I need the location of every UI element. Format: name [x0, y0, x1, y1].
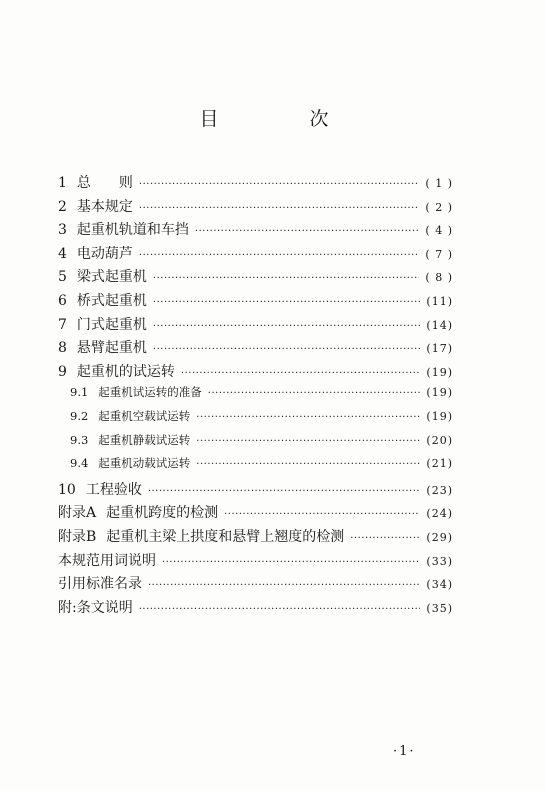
toc-page-number: (17) — [426, 342, 453, 356]
toc-entry[interactable] — [58, 573, 453, 597]
toc-number: 5 — [58, 269, 67, 286]
toc-number: 9.2 — [70, 408, 89, 423]
toc-entry[interactable] — [58, 314, 453, 338]
toc-entry[interactable] — [58, 290, 453, 314]
toc-label: 总 则 — [76, 175, 133, 191]
toc-label: 基本规定 — [76, 198, 133, 215]
toc-number: 10 — [58, 481, 76, 498]
toc-number: 4 — [58, 245, 67, 262]
toc-label: 门式起重机 — [76, 316, 147, 333]
toc-number: 附录A — [58, 505, 97, 522]
toc-entry[interactable] — [58, 597, 453, 621]
toc-page-number: (11) — [426, 294, 453, 308]
toc-page-number: (29) — [426, 530, 453, 544]
dot-leader — [162, 557, 420, 568]
toc-label: 梁式起重机 — [76, 269, 147, 286]
toc-label: 起重机动载试运转 — [98, 456, 191, 471]
dot-leader — [208, 388, 421, 399]
toc-page-number: (21) — [426, 457, 453, 471]
toc-page-number: (34) — [426, 578, 453, 592]
page-title: 目 次 — [199, 108, 365, 130]
dot-leader — [196, 436, 420, 447]
toc-number: 7 — [58, 316, 67, 333]
toc-subentry[interactable] — [58, 384, 453, 408]
dot-leader — [153, 297, 420, 308]
dot-leader — [181, 368, 420, 379]
toc-page-number: (23) — [426, 483, 453, 497]
toc-entry[interactable] — [58, 502, 453, 526]
dot-leader — [196, 412, 420, 423]
toc-number: 9.1 — [70, 385, 89, 400]
toc-label: 起重机主梁上拱度和悬臂上翘度的检测 — [106, 528, 345, 545]
toc-subentry[interactable] — [58, 408, 453, 432]
toc-page-number: (14) — [426, 318, 453, 332]
dot-leader — [148, 486, 421, 497]
toc-label: 起重机的试运转 — [76, 363, 175, 380]
toc-number: 3 — [58, 222, 67, 239]
toc-label: 附:条文说明 — [58, 599, 133, 616]
toc-label: 本规范用词说明 — [58, 552, 156, 569]
dot-leader — [153, 273, 420, 284]
toc-label: 工程验收 — [85, 481, 142, 498]
toc-entry[interactable] — [58, 266, 453, 290]
toc-number: 9 — [58, 363, 67, 380]
table-of-contents — [58, 172, 453, 620]
toc-entry[interactable] — [58, 479, 453, 503]
dot-leader — [148, 580, 420, 591]
toc-page-number: ( 7 ) — [425, 247, 453, 261]
toc-number: 9.3 — [70, 432, 89, 447]
toc-subentry[interactable] — [58, 432, 453, 456]
dot-leader — [139, 179, 420, 190]
toc-label: 电动葫芦 — [76, 245, 133, 262]
toc-label: 悬臂起重机 — [76, 340, 147, 357]
dot-leader — [153, 344, 420, 355]
toc-label: 起重机空载试运转 — [98, 408, 191, 423]
dot-leader — [350, 533, 420, 544]
toc-entry[interactable] — [58, 361, 453, 385]
toc-page-number: (24) — [426, 507, 453, 521]
dot-leader — [195, 226, 420, 237]
toc-label: 引用标准名录 — [58, 576, 142, 593]
dot-leader — [224, 509, 420, 520]
toc-number: 2 — [58, 198, 67, 215]
toc-entry[interactable] — [58, 526, 453, 550]
toc-number: 1 — [58, 175, 67, 191]
toc-page-number: ( 8 ) — [425, 271, 453, 285]
toc-page-number: ( 1 ) — [425, 177, 453, 190]
dot-leader — [153, 321, 420, 332]
toc-label: 起重机试运转的准备 — [98, 385, 202, 400]
toc-label: 起重机静载试运转 — [98, 432, 191, 447]
toc-label: 起重机轨道和车挡 — [76, 222, 189, 239]
dot-leader — [139, 250, 420, 261]
toc-entry[interactable] — [58, 196, 453, 220]
dot-leader — [139, 604, 421, 615]
toc-number: 附录B — [58, 528, 97, 545]
toc-page-number: ( 2 ) — [425, 200, 453, 214]
toc-entry[interactable] — [58, 550, 453, 574]
toc-number: 6 — [58, 292, 67, 309]
toc-page-number: ( 4 ) — [425, 224, 453, 238]
toc-entry[interactable] — [58, 337, 453, 361]
toc-label: 桥式起重机 — [76, 292, 147, 309]
toc-entry[interactable] — [58, 243, 453, 267]
dot-leader — [196, 459, 420, 470]
page-number: ·1· — [393, 744, 416, 759]
toc-page-number: (35) — [426, 601, 453, 615]
toc-label: 起重机跨度的检测 — [106, 505, 219, 522]
toc-page-number: (19) — [426, 386, 453, 400]
toc-page-number: (20) — [426, 433, 453, 447]
toc-entry[interactable] — [58, 219, 453, 243]
toc-page-number: (33) — [426, 554, 453, 568]
toc-entry[interactable] — [58, 172, 453, 196]
toc-page-number: (19) — [426, 409, 453, 423]
dot-leader — [139, 203, 420, 214]
toc-page-number: (19) — [426, 365, 453, 379]
toc-number: 8 — [58, 340, 67, 357]
toc-number: 9.4 — [70, 456, 89, 471]
toc-subentry[interactable] — [58, 455, 453, 479]
